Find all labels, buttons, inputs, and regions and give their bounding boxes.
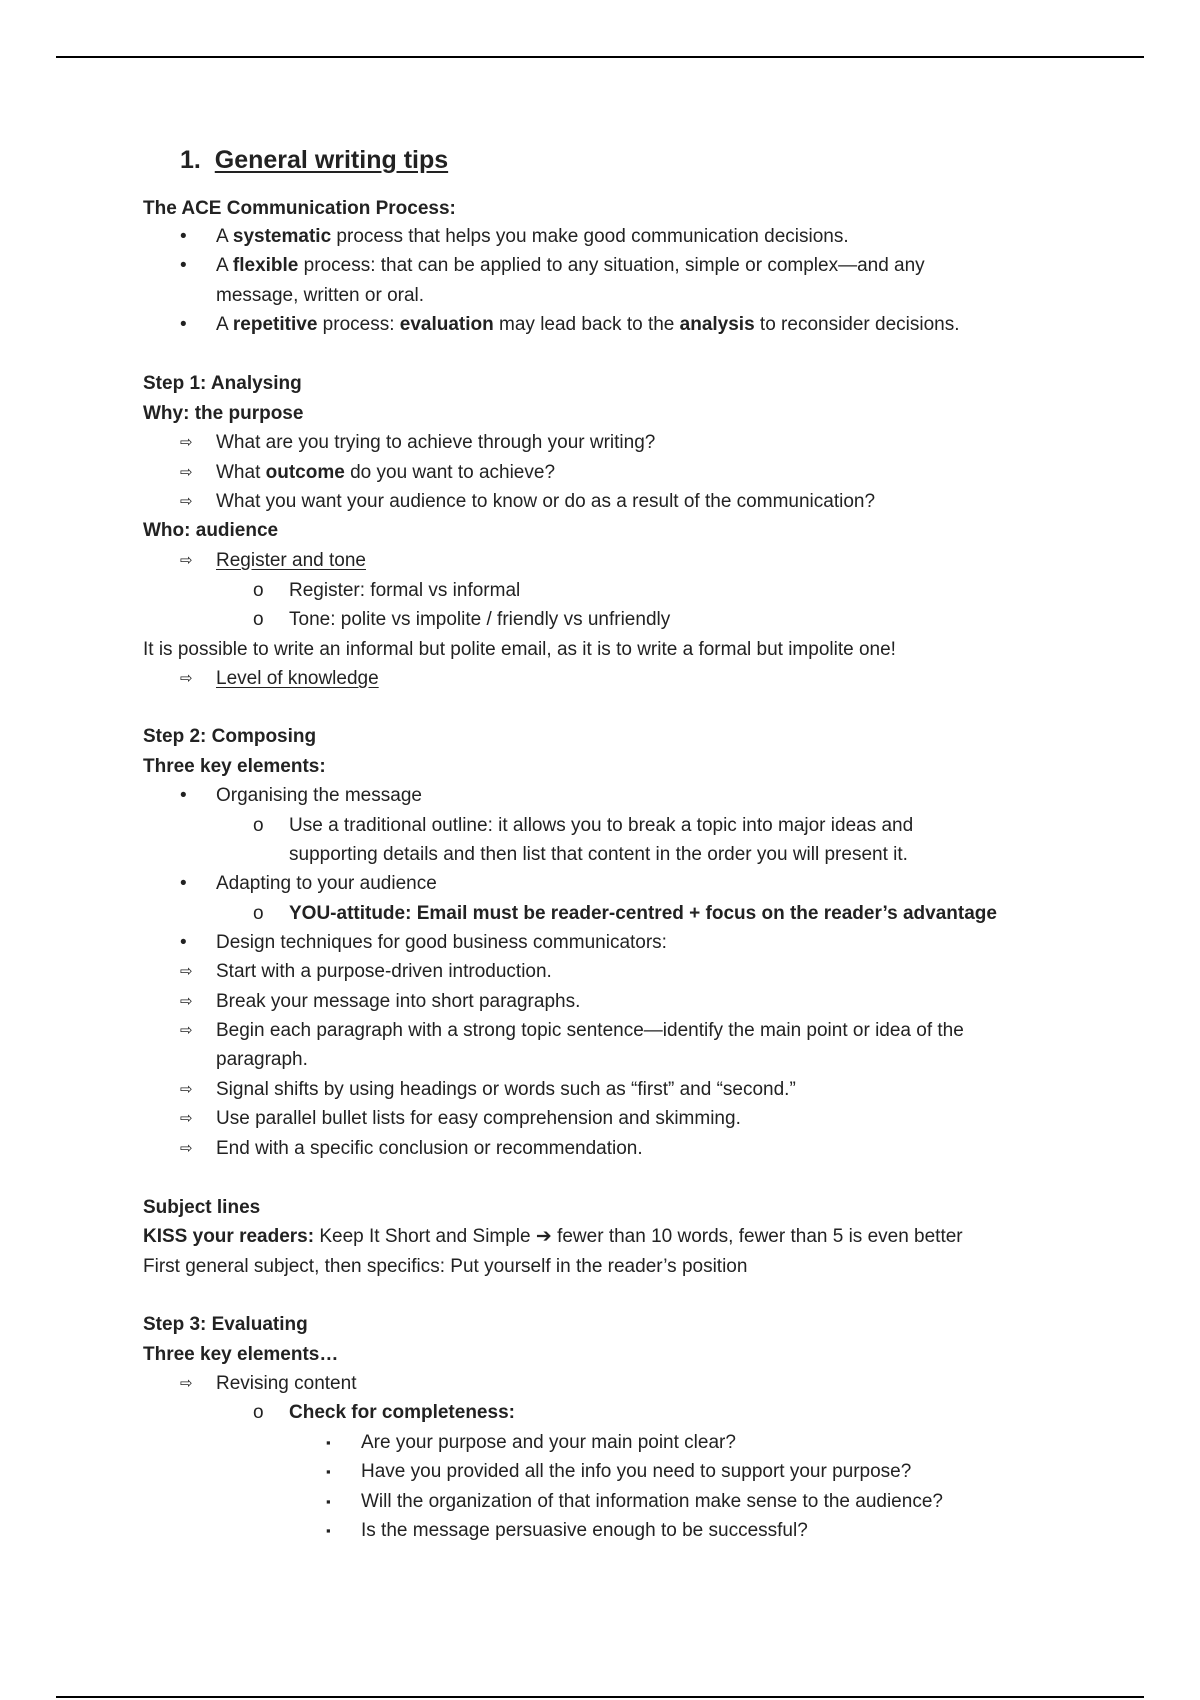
outline-line-1: Use a traditional outline: it allows you to break a topic into major ideas and <box>289 815 914 836</box>
bullet-marker: • <box>180 226 187 247</box>
question-item: Is the message persuasive enough to be successful? <box>361 1520 808 1541</box>
bullet-marker: • <box>180 314 187 335</box>
title-text: General writing tips <box>214 146 449 174</box>
arrow-icon: ⇨ <box>180 993 193 1010</box>
register-item-1: Register: formal vs informal <box>289 580 521 601</box>
arrow-icon: ⇨ <box>180 464 193 481</box>
question-item: Will the organization of that information make sense to the audience? <box>361 1491 943 1512</box>
technique-item: Break your message into short paragraphs. <box>216 991 581 1012</box>
ace-heading: The ACE Communication Process: <box>143 198 456 219</box>
square-marker: ▪ <box>326 1464 331 1479</box>
step1-who: Who: audience <box>143 520 279 541</box>
subject-line-2: First general subject, then specifics: Put yourself in the reader’s position <box>143 1256 748 1277</box>
step1-why: Why: the purpose <box>143 403 304 424</box>
arrow-icon: ⇨ <box>180 493 193 510</box>
bullet-marker: • <box>180 785 187 806</box>
circle-marker: o <box>253 580 264 601</box>
kiss-line: KISS your readers: Keep It Short and Simple ➔ fewer than 10 words, fewer than 5 is even better <box>143 1226 963 1247</box>
bullet-marker: • <box>180 932 187 953</box>
you-attitude-item: YOU-attitude: Email must be reader-centred + focus on the reader’s advantage <box>289 903 997 924</box>
question-item: Have you provided all the info you need to support your purpose? <box>361 1461 912 1482</box>
question-item: Are your purpose and your main point clear? <box>361 1432 736 1453</box>
ace-bullet-1: A systematic process that helps you make good communication decisions. <box>216 226 849 247</box>
check-completeness: Check for completeness: <box>289 1402 515 1423</box>
revising-item: Revising content <box>216 1373 357 1394</box>
page-title <box>180 144 448 176</box>
arrow-icon: ⇨ <box>180 1375 193 1392</box>
ace-bullet-2: A flexible process: that can be applied to any situation, simple or complex—and any <box>216 255 925 276</box>
square-marker: ▪ <box>326 1435 331 1450</box>
arrow-icon: ⇨ <box>180 1022 193 1039</box>
circle-marker: o <box>253 815 264 836</box>
footer-rule <box>56 1696 1144 1698</box>
square-marker: ▪ <box>326 1494 331 1509</box>
ace-bullet-3: A repetitive process: evaluation may lead back to the analysis to reconsider decisions. <box>216 314 960 335</box>
arrow-icon: ⇨ <box>180 434 193 451</box>
arrow-icon: ⇨ <box>180 552 193 569</box>
circle-marker: o <box>253 1402 264 1423</box>
header-rule <box>56 56 1144 58</box>
outline-line-2: supporting details and then list that content in the order you will present it. <box>289 844 908 865</box>
design-item: Design techniques for good business communicators: <box>216 932 667 953</box>
step2-heading: Step 2: Composing <box>143 726 317 747</box>
ace-bullet-2-cont: message, written or oral. <box>216 285 425 306</box>
technique-item-cont: paragraph. <box>216 1049 308 1070</box>
arrow-icon: ⇨ <box>180 1110 193 1127</box>
subject-heading: Subject lines <box>143 1197 261 1218</box>
arrow-icon: ⇨ <box>180 963 193 980</box>
why-item-2: What outcome do you want to achieve? <box>216 462 556 483</box>
knowledge-subheading: Level of knowledge <box>216 668 379 689</box>
step1-heading: Step 1: Analysing <box>143 373 302 394</box>
technique-item: Start with a purpose-driven introduction. <box>216 961 552 982</box>
why-item-3: What you want your audience to know or do as a result of the communication? <box>216 491 876 512</box>
step3-heading: Step 3: Evaluating <box>143 1314 308 1335</box>
step2-key: Three key elements: <box>143 756 326 777</box>
step3-key: Three key elements… <box>143 1344 339 1365</box>
register-subheading: Register and tone <box>216 550 366 571</box>
circle-marker: o <box>253 609 264 630</box>
square-marker: ▪ <box>326 1523 331 1538</box>
register-item-2: Tone: polite vs impolite / friendly vs unfriendly <box>289 609 671 630</box>
why-item-1: What are you trying to achieve through your writing? <box>216 432 656 453</box>
technique-item: Use parallel bullet lists for easy comprehension and skimming. <box>216 1108 741 1129</box>
circle-marker: o <box>253 903 264 924</box>
technique-item: End with a specific conclusion or recommendation. <box>216 1138 643 1159</box>
title-number: 1. <box>180 146 201 174</box>
bullet-marker: • <box>180 873 187 894</box>
adapting-item: Adapting to your audience <box>216 873 437 894</box>
arrow-right-icon: ➔ <box>530 1226 558 1247</box>
arrow-icon: ⇨ <box>180 1081 193 1098</box>
bullet-marker: • <box>180 255 187 276</box>
technique-item: Begin each paragraph with a strong topic sentence—identify the main point or idea of the <box>216 1020 964 1041</box>
arrow-icon: ⇨ <box>180 670 193 687</box>
organising-item: Organising the message <box>216 785 422 806</box>
arrow-icon: ⇨ <box>180 1140 193 1157</box>
technique-item: Signal shifts by using headings or words such as “first” and “second.” <box>216 1079 796 1100</box>
register-note: It is possible to write an informal but polite email, as it is to write a formal but impolite one! <box>143 639 896 660</box>
